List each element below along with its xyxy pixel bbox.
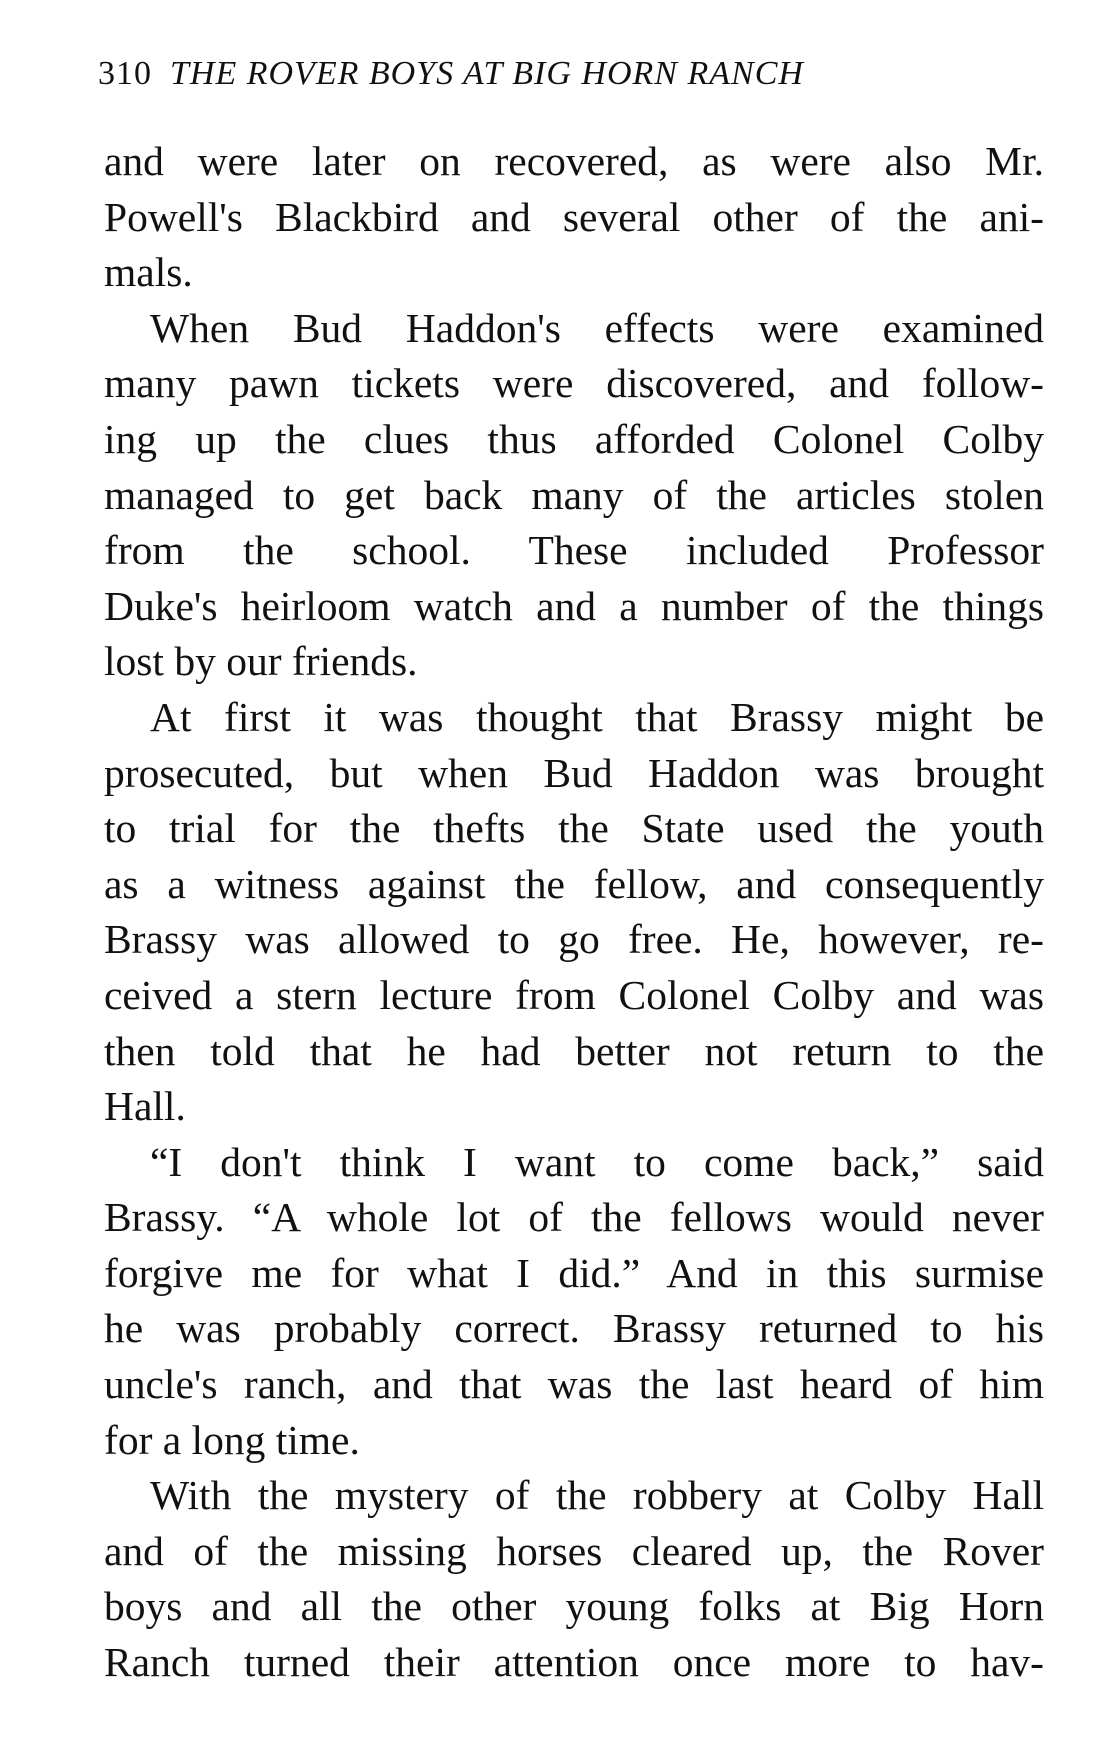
text-line: At first it was thought that Brassy might be	[150, 693, 1044, 740]
running-head	[98, 44, 998, 104]
text-line: prosecuted, but when Bud Haddon was brought	[104, 749, 1044, 796]
paragraph	[104, 1468, 1044, 1690]
text-line: When Bud Haddon's effects were examined	[150, 304, 1044, 351]
text-line: to trial for the thefts the State used the youth	[104, 805, 1044, 852]
text-line: managed to get back many of the articles stolen	[104, 471, 1044, 518]
text-line: mals.	[104, 249, 193, 296]
text-line: uncle's ranch, and that was the last heard of him	[104, 1361, 1044, 1408]
text-line: ing up the clues thus afforded Colonel Colby	[104, 415, 1044, 462]
text-line: and of the missing horses cleared up, the Rover	[104, 1527, 1044, 1574]
text-line: for a long time.	[104, 1416, 360, 1463]
text-line: With the mystery of the robbery at Colby Hall	[150, 1472, 1044, 1519]
text-line: ceived a stern lecture from Colonel Colby and was	[104, 971, 1044, 1018]
text-line: “I don't think I want to come back,” said	[150, 1138, 1044, 1185]
body-text	[104, 134, 1044, 1691]
text-line: Brassy. “A whole lot of the fellows would never	[104, 1194, 1044, 1241]
page-number: 310	[98, 55, 152, 92]
paragraph	[104, 1135, 1044, 1469]
text-line: boys and all the other young folks at Big Horn	[104, 1583, 1044, 1630]
text-line: Ranch turned their attention once more to hav-	[104, 1639, 1044, 1686]
text-line: Powell's Blackbird and several other of the ani-	[104, 193, 1044, 240]
text-line: Hall.	[104, 1083, 186, 1130]
text-line: Brassy was allowed to go free. He, however, re-	[104, 916, 1044, 963]
text-line: and were later on recovered, as were also Mr.	[104, 138, 1044, 184]
text-line: he was probably correct. Brassy returned to his	[104, 1305, 1044, 1352]
text-line: then told that he had better not return to the	[104, 1027, 1044, 1074]
paragraph	[104, 301, 1044, 690]
text-line: from the school. These included Professor	[104, 527, 1044, 574]
paragraph	[104, 690, 1044, 1135]
book-title: THE ROVER BOYS AT BIG HORN RANCH	[170, 55, 804, 92]
paragraph	[104, 134, 1044, 301]
text-line: many pawn tickets were discovered, and follow-	[104, 360, 1044, 407]
text-line: Duke's heirloom watch and a number of the things	[104, 582, 1044, 629]
text-line: forgive me for what I did.” And in this surmise	[104, 1249, 1044, 1296]
text-line: as a witness against the fellow, and consequently	[104, 860, 1044, 907]
text-line: lost by our friends.	[104, 638, 418, 685]
